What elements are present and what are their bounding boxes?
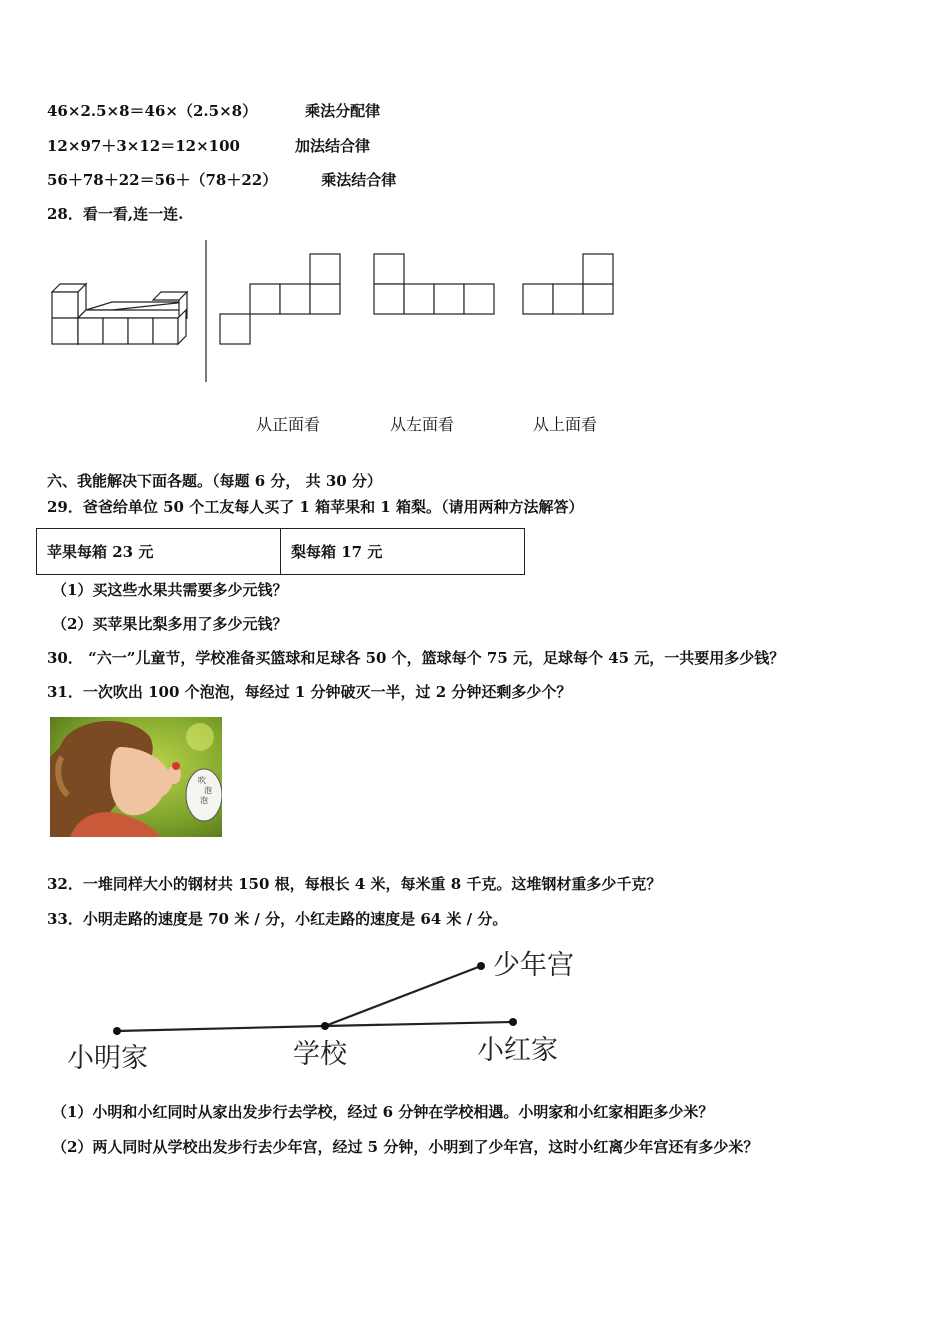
q33-sub1: （1）小明和小红同时从家出发步行去学校，经过 6 分钟在学校相遇。小明家和小红家相距多少米？	[52, 1103, 714, 1121]
cube-solid-drawing	[52, 284, 187, 344]
law-name: 乘法结合律	[321, 171, 397, 189]
palace-point	[477, 962, 485, 970]
law-expression: 56＋78＋22＝56＋（78＋22）	[47, 171, 278, 189]
cube-view-figure	[40, 236, 640, 396]
pear-price-cell: 梨每箱 17 元	[281, 529, 525, 575]
view-label-left: 从左面看	[390, 415, 455, 434]
price-table	[36, 528, 525, 575]
bubble-char-1: 吹	[198, 776, 206, 785]
bubble-girl-photo	[50, 717, 222, 837]
road-ming-school	[117, 1026, 325, 1031]
ming-home-point	[113, 1027, 121, 1035]
q29-title: 29．爸爸给单位 50 个工友每人买了 1 箱苹果和 1 箱梨。（请用两种方法解答）	[47, 498, 584, 516]
law-row-1	[47, 101, 380, 121]
hong-home-label: 小红家	[477, 1035, 558, 1066]
road-school-hong	[325, 1022, 513, 1026]
law-row-2	[47, 136, 370, 156]
view-shape-3	[523, 254, 613, 314]
q31-title: 31．一次吹出 100 个泡泡，每经过 1 分钟破灭一半，过 2 分钟还剩多少个？	[47, 683, 572, 701]
law-row-3	[47, 170, 396, 190]
school-point	[321, 1022, 329, 1030]
q33-title: 33．小明走路的速度是 70 米 / 分，小红走路的速度是 64 米 / 分。	[47, 910, 508, 928]
palace-label: 少年宫	[493, 950, 574, 981]
law-expression: 12×97＋3×12＝12×100	[47, 137, 240, 155]
route-map	[47, 940, 593, 1074]
q30-title: 30． “六一”儿童节，学校准备买篮球和足球各 50 个，篮球每个 75 元，足球每个 45 元，一共要用多少钱？	[47, 649, 785, 667]
view-shape-1	[220, 254, 340, 344]
q32-title: 32．一堆同样大小的钢材共 150 根，每根长 4 米，每米重 8 千克。这堆钢材重多少千克？	[47, 875, 662, 893]
view-label-front: 从正面看	[256, 415, 321, 434]
law-name: 乘法分配律	[305, 102, 381, 120]
road-school-palace	[325, 966, 481, 1026]
hong-home-point	[509, 1018, 517, 1026]
q29-sub2: （2）买苹果比梨多用了多少元钱？	[52, 615, 288, 633]
q33-sub2: （2）两人同时从学校出发步行去少年宫，经过 5 分钟，小明到了少年宫，这时小红离少年宫还有多少米？	[52, 1138, 759, 1156]
law-expression: 46×2.5×8＝46×（2.5×8）	[47, 102, 258, 120]
school-label: 学校	[293, 1039, 347, 1070]
q29-sub1: （1）买这些水果共需要多少元钱？	[52, 581, 288, 599]
bubble-char-3: 泡	[200, 796, 208, 805]
section-title: 六、我能解决下面各题。（每题 6 分， 共 30 分）	[47, 472, 382, 490]
apple-price-cell: 苹果每箱 23 元	[37, 529, 281, 575]
view-shape-2	[374, 254, 494, 314]
ming-home-label: 小明家	[67, 1043, 148, 1074]
law-name: 加法结合律	[294, 137, 370, 155]
q28-title: 28．看一看,连一连.	[47, 205, 184, 223]
view-label-top: 从上面看	[533, 415, 598, 434]
bubble-char-2: 泡	[204, 786, 212, 795]
